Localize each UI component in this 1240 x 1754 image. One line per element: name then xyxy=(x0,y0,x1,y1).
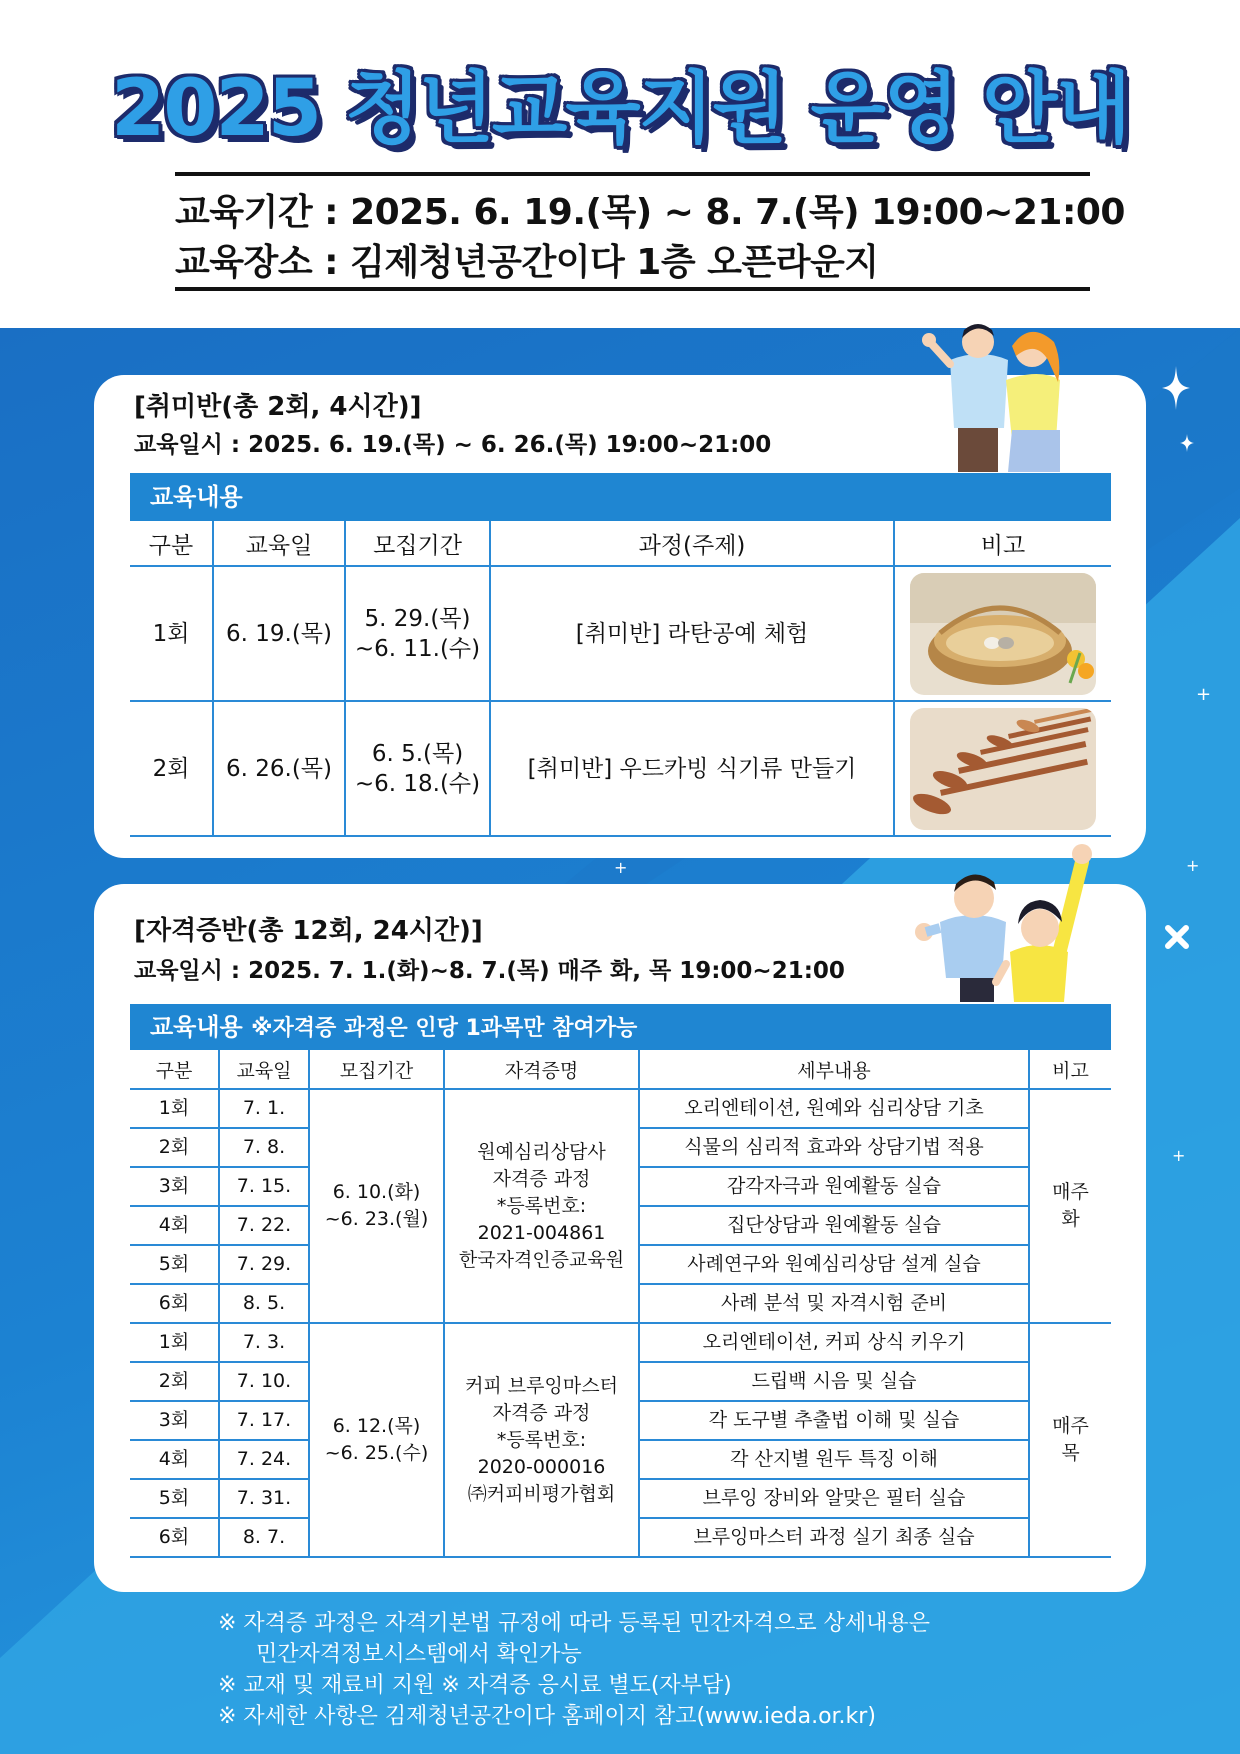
column-header: 세부내용 xyxy=(639,1050,1029,1089)
session-detail: 집단상담과 원예활동 실습 xyxy=(639,1206,1029,1245)
session-number: 3회 xyxy=(130,1401,219,1440)
session-number: 1회 xyxy=(130,566,213,701)
session-date: 8. 7. xyxy=(219,1518,309,1557)
couple-illustration xyxy=(920,320,1080,472)
plus-icon: + xyxy=(1196,684,1212,705)
period-label: 교육기간 : 2025. 6. 19.(목) ~ 8. 7.(목) 19:00~21:00 xyxy=(175,192,1125,233)
session-number: 3회 xyxy=(130,1167,219,1206)
footer-line: 민간자격정보시스템에서 확인가능 xyxy=(256,1642,582,1667)
recruit-period: 6. 12.(목) ~6. 25.(수) xyxy=(309,1323,444,1557)
session-date: 7. 24. xyxy=(219,1440,309,1479)
bottom-divider xyxy=(175,287,1090,291)
footer-line: ※ 교재 및 재료비 지원 ※ 자격증 응시료 별도(자부담) xyxy=(218,1673,732,1698)
sparkle-small-icon xyxy=(1180,434,1194,452)
table-row xyxy=(130,701,1111,836)
session-detail: 브루잉 장비와 알맞은 필터 실습 xyxy=(639,1479,1029,1518)
table-header-row xyxy=(130,1050,1111,1089)
session-detail: 각 산지별 원두 특징 이해 xyxy=(639,1440,1029,1479)
plus-icon: + xyxy=(614,858,628,877)
table-row xyxy=(130,1089,1111,1128)
hobby-table xyxy=(130,521,1111,837)
hobby-date: 교육일시 : 2025. 6. 19.(목) ~ 6. 26.(목) 19:00~21:00 xyxy=(134,432,772,458)
session-date: 7. 22. xyxy=(219,1206,309,1245)
rattan-basket-image xyxy=(910,573,1096,695)
wooden-spoons-image xyxy=(910,708,1096,830)
bar-note: ※자격증 과정은 인당 1과목만 참여가능 xyxy=(251,1016,638,1041)
course-topic: [취미반] 라탄공예 체험 xyxy=(490,566,894,701)
spoon-photo xyxy=(894,701,1111,836)
session-date: 6. 26.(목) xyxy=(213,701,345,836)
footer-notes xyxy=(218,1608,930,1732)
session-detail: 각 도구별 추출법 이해 및 실습 xyxy=(639,1401,1029,1440)
session-number: 4회 xyxy=(130,1206,219,1245)
place-label: 교육장소 : 김제청년공간이다 1층 오픈라운지 xyxy=(175,242,879,283)
session-date: 7. 31. xyxy=(219,1479,309,1518)
schedule-note: 매주 목 xyxy=(1029,1323,1111,1557)
recruit-period: 6. 5.(목) ~6. 18.(수) xyxy=(345,701,490,836)
session-detail: 오리엔테이션, 원예와 심리상담 기초 xyxy=(639,1089,1029,1128)
session-detail: 사례연구와 원예심리상담 설계 실습 xyxy=(639,1245,1029,1284)
session-number: 2회 xyxy=(130,701,213,836)
session-number: 2회 xyxy=(130,1362,219,1401)
schedule-note: 매주 화 xyxy=(1029,1089,1111,1323)
session-number: 6회 xyxy=(130,1518,219,1557)
session-number: 4회 xyxy=(130,1440,219,1479)
certificate-heading: [자격증반(총 12회, 24시간)] xyxy=(134,916,483,946)
session-date: 6. 19.(목) xyxy=(213,566,345,701)
plus-icon: + xyxy=(1172,1146,1186,1165)
session-detail: 드립백 시음 및 실습 xyxy=(639,1362,1029,1401)
session-number: 1회 xyxy=(130,1323,219,1362)
footer-line: ※ 자세한 사항은 김제청년공간이다 홈페이지 참고(www.ieda.or.kr) xyxy=(218,1704,876,1729)
column-header: 비고 xyxy=(1029,1050,1111,1089)
session-number: 6회 xyxy=(130,1284,219,1323)
certificate-name: 원예심리상담사 자격증 과정 *등록번호: 2021-004861 한국자격인증교육원 xyxy=(444,1089,639,1323)
column-header: 구분 xyxy=(130,1050,219,1089)
session-detail: 식물의 심리적 효과와 상담기법 적용 xyxy=(639,1128,1029,1167)
column-header: 자격증명 xyxy=(444,1050,639,1089)
recruit-period: 5. 29.(목) ~6. 11.(수) xyxy=(345,566,490,701)
column-header: 모집기간 xyxy=(345,521,490,566)
rattan-photo xyxy=(894,566,1111,701)
session-date: 7. 3. xyxy=(219,1323,309,1362)
column-header: 교육일 xyxy=(213,521,345,566)
course-topic: [취미반] 우드카빙 식기류 만들기 xyxy=(490,701,894,836)
column-header: 비고 xyxy=(894,521,1111,566)
page-title: 2025 청년교육지원 운영 안내 xyxy=(110,64,1130,154)
certificate-table xyxy=(130,1050,1111,1558)
column-header: 구분 xyxy=(130,521,213,566)
session-number: 2회 xyxy=(130,1128,219,1167)
session-date: 7. 1. xyxy=(219,1089,309,1128)
footer-line: ※ 자격증 과정은 자격기본법 규정에 따라 등록된 민간자격으로 상세내용은 xyxy=(218,1611,930,1636)
cross-icon xyxy=(1164,924,1190,950)
sparkle-icon xyxy=(1162,366,1190,410)
column-header: 과정(주제) xyxy=(490,521,894,566)
session-date: 7. 29. xyxy=(219,1245,309,1284)
session-detail: 사례 분석 및 자격시험 준비 xyxy=(639,1284,1029,1323)
session-date: 7. 15. xyxy=(219,1167,309,1206)
session-date: 8. 5. xyxy=(219,1284,309,1323)
hobby-heading: [취미반(총 2회, 4시간)] xyxy=(134,392,422,422)
recruit-period: 6. 10.(화) ~6. 23.(월) xyxy=(309,1089,444,1323)
certificate-date: 교육일시 : 2025. 7. 1.(화)~8. 7.(목) 매주 화, 목 19:00~21:00 xyxy=(134,958,845,984)
hobby-content-bar: 교육내용 xyxy=(130,473,1111,521)
session-date: 7. 8. xyxy=(219,1128,309,1167)
session-number: 5회 xyxy=(130,1479,219,1518)
table-header-row xyxy=(130,521,1111,566)
session-detail: 브루잉마스터 과정 실기 최종 실습 xyxy=(639,1518,1029,1557)
session-detail: 감각자극과 원예활동 실습 xyxy=(639,1167,1029,1206)
table-row xyxy=(130,566,1111,701)
session-number: 5회 xyxy=(130,1245,219,1284)
plus-icon: + xyxy=(1186,856,1200,875)
session-detail: 오리엔테이션, 커피 상식 키우기 xyxy=(639,1323,1029,1362)
session-number: 1회 xyxy=(130,1089,219,1128)
top-divider xyxy=(175,172,1090,176)
session-date: 7. 17. xyxy=(219,1401,309,1440)
column-header: 모집기간 xyxy=(309,1050,444,1089)
cheering-illustration xyxy=(910,832,1100,1002)
certificate-content-bar: 교육내용 ※자격증 과정은 인당 1과목만 참여가능 xyxy=(130,1004,1111,1050)
session-date: 7. 10. xyxy=(219,1362,309,1401)
certificate-name: 커피 브루잉마스터 자격증 과정 *등록번호: 2020-000016 ㈜커피비평가협회 xyxy=(444,1323,639,1557)
table-row xyxy=(130,1323,1111,1362)
column-header: 교육일 xyxy=(219,1050,309,1089)
